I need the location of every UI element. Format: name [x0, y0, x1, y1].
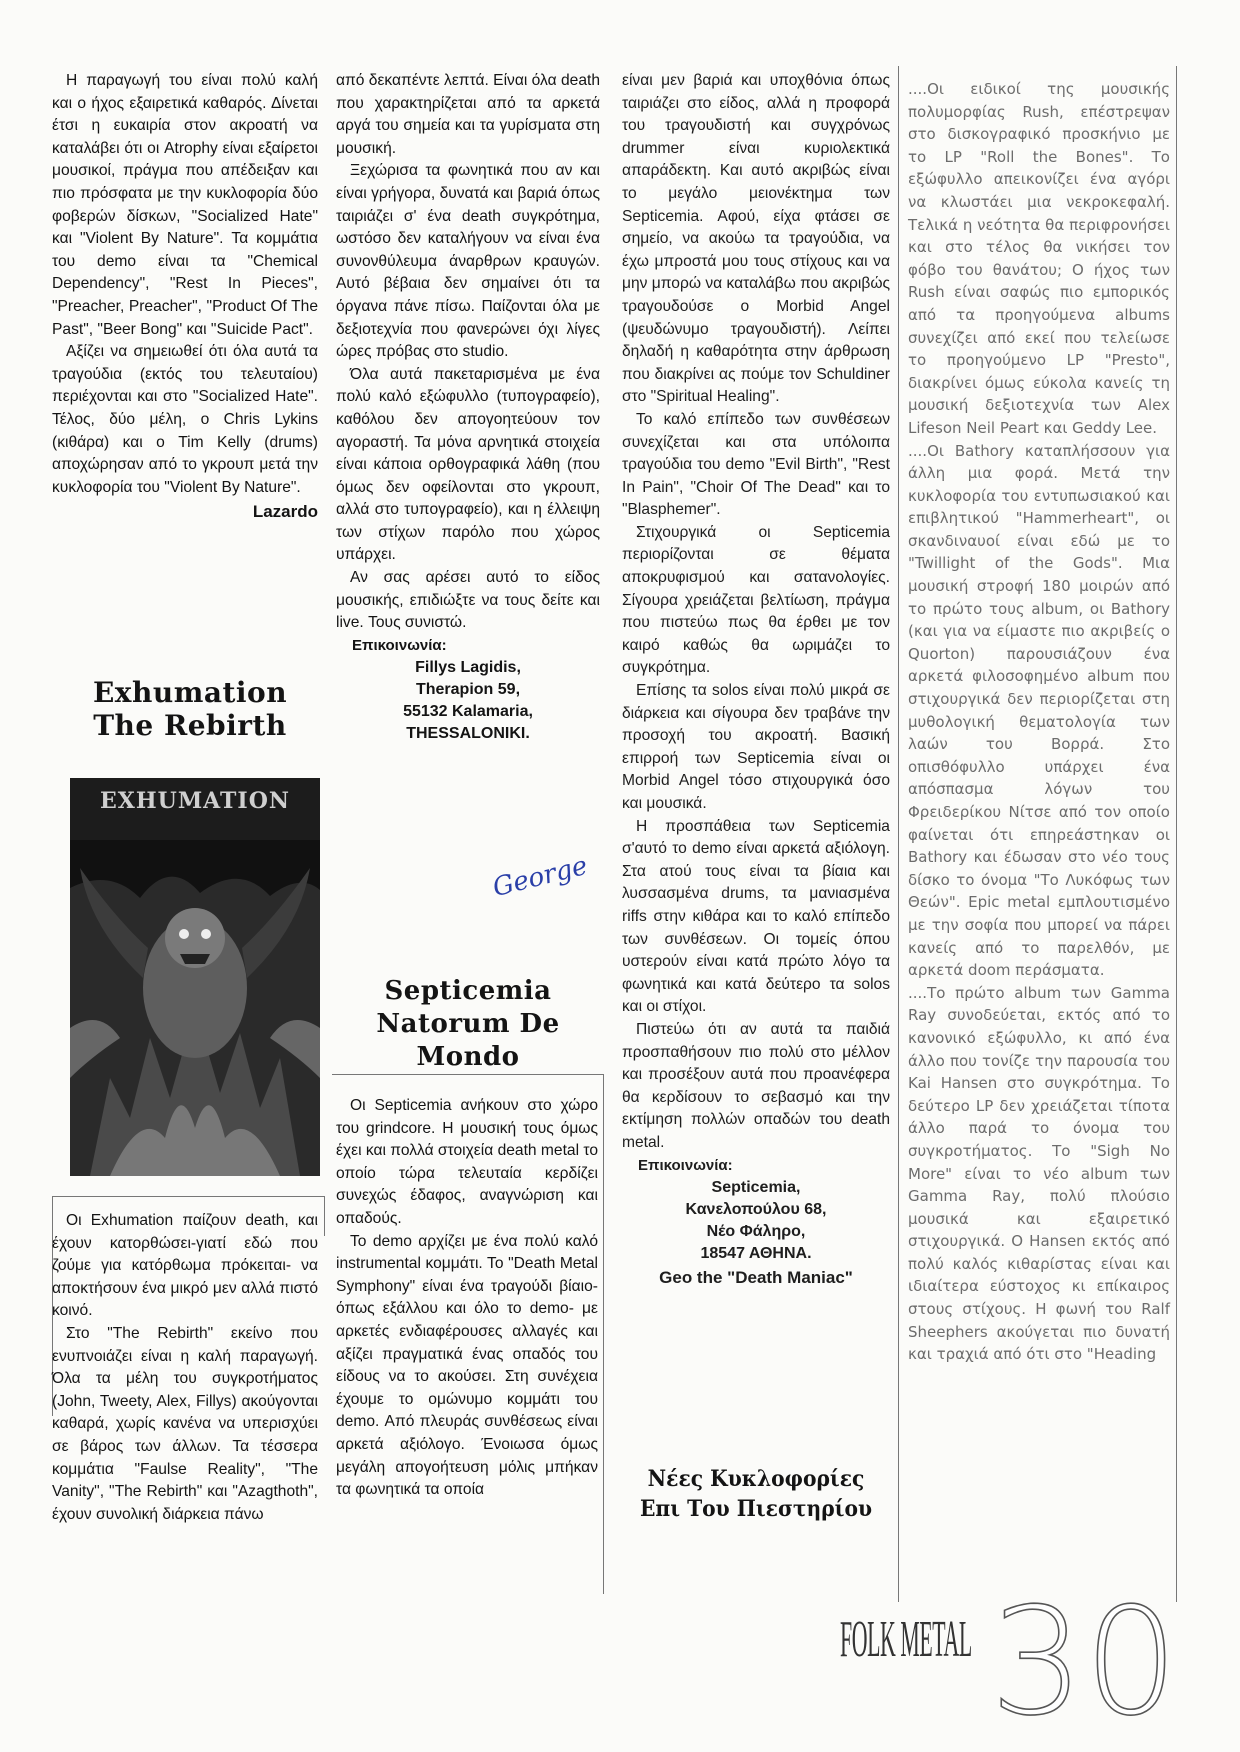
review-signature: Geo the "Death Maniac" — [659, 1268, 853, 1288]
septicemia-review-paragraph: Η προσπάθεια των Septicemia σ'αυτό το demo είναι αρκετά αξιόλογη. Στα ατού τους είναι τα βίαια και λυσσασμένα drums, τα μανιασμένα riffs στην κιθάρα και το καλό επίπεδο των συνθέσεων. Οι τομείς όπου υστερούν είναι κατά πρώτο λόγο τα φωνητικά και κατά δεύτερο τα solos και οι στίχοι. — [622, 817, 890, 1016]
cover-art — [70, 778, 320, 1176]
contact-label: Επικοινωνία: — [352, 636, 447, 654]
contact-line: 55132 Kalamaria, — [403, 703, 533, 721]
contact-line: Therapion 59, — [415, 681, 521, 699]
septicemia-review-paragraph: Πιστεύω ότι αν αυτά τα παιδιά προσπαθήσουν πιο πολύ στο μέλλον και προσέξουν αυτά που προανέφερα θα κερδίσουν το σεβασμό και την εκτίμηση πολλών οπαδών του death metal. — [622, 1020, 890, 1151]
page-number: 30 — [990, 1576, 1179, 1748]
septicemia-review-continued: είναι μεν βαριά και υποχθόνια όπως ταιριάζει στο είδος, αλλά η προφορά του τραγουδιστή και συγχρόνως drummer είναι κυριολεκτικά απαράδεκτη. Και αυτό ακριβώς είναι το μεγάλο μειονέκτημα των Septicemia. Αφού, είχα φτάσει σε σημείο, να ακούω τα τραγούδια, να έχω μπροστά μου τους στίχους και να μην μπορώ να καταλάβω που ακριβώς τραγουδούσε ο Morbid Angel (ψευδώνυμο τραγουδιστή). Λείπει δηλαδή η καθαρότητα στην άρθρωση που διακρίνει ας πούμε τον Schuldiner στο "Spiritual Healing". — [622, 72, 891, 406]
magazine-name: FOLK METAL — [840, 1611, 972, 1668]
exhumation-review-paragraph: Στο "The Rebirth" εκείνο που ενυπνοιάζει είναι η καλή παραγωγή. Όλα τα μέλη του συγκροτήματος (John, Tweety, Alex, Fillys) ακούγονται καθαρά, χωρίς κανένα να υπερισχύει σε βάρος των άλλων. Τα τέσσερα κομμάτια "Faulse Reality", "The Vanity", "The Rebirth" και "Azagthoth", έχουν συνολική διάρκεια πάνω — [52, 1324, 318, 1523]
review-title-band: Exhumation — [92, 676, 288, 709]
review-signature: Lazardo — [252, 502, 318, 522]
contact-line: Κανελοπούλου 68, — [685, 1201, 827, 1219]
handwritten-signature: George — [489, 850, 591, 904]
atrophy-review-paragraph: Αξίζει να σημειωθεί ότι όλα αυτά τα τραγούδια (εκτός του τελευταίου) περιέχονται και στο "Socialized Hate". Τέλος, δύο μέλη, ο Chris Lykins (κιθάρα) και ο Tim Kelly (drums) αποχώρησαν από το γκρουπ μετά την κυκλοφορία του "Violent By Nature". — [52, 343, 318, 496]
exhumation-title — [60, 676, 320, 742]
news-item-rush: ....Οι ειδικοί της μουσικής πολυμορφίας Rush, επέστρεψαν στο δισκογραφικό προσκήνιο με το LP "Roll the Bones". Το εξώφυλλο απεικονίζει ένα αγόρι να κλωστάει μια νεκροκεφαλή. Τελικά η νεότητα θα περιφρονήσει και στο τέλος θα νικήσει τον φόβο του θανάτου; Ο ήχος των Rush είναι σαφώς πιο εμπορικός από τα προηγούμενα albums συνεχίζει από εκεί που τελείωσε το προηγούμενο LP "Presto", διακρίνει όμως εύκολα κανείς τη μουσική δεξιοτεχνία των Alex Lifeson Neil Peart και Geddy Lee. — [908, 80, 1170, 437]
exhumation-review-paragraph: Αν σας αρέσει αυτό το είδος μουσικής, επιδιώξτε να τους δείτε και live. Τους συνιστώ. — [336, 569, 600, 632]
septicemia-review-paragraph: Το demo αρχίζει με ένα πολύ καλό instrumental κομμάτι. Το "Death Metal Symphony" είναι ένα τραγούδι βίαιο- όπως εξάλλου και όλο το demo- με αρκετές ενδιαφέρουσες αλλαγές και αξίζει πραγματικά ένας οπαδός του είδους να το ακούσει. Στη συνέχεια έχουμε το ομώνυμο κομμάτι του demo. Από πλευράς συνθέσεως είναι αρκετά αξιόλογο. Ένοιωσα όμως μεγάλη απογοήτευση μόλις μπήκαν τα φωνητικά τα οποία — [336, 1232, 598, 1499]
atrophy-review-paragraph: Η παραγωγή του είναι πολύ καλή και ο ήχος εξαιρετικά καθαρός. Δίνεται έτσι η ευκαιρία στον ακροατή να καταλάβει ότι οι Atrophy είναι εξαίρετοι μουσικοί, πράγμα που απέδειξαν και πιο πρόσφατα με την κυκλοφορία δύο φοβερών δίσκων, "Socialized Hate" και "Violent By Nature". Τα κομμάτια του demo είναι τα "Chemical Dependency", "Rest In Pieces", "Preacher, Preacher", "Product Of The Past", "Beer Bong" και "Suicide Pact". — [52, 72, 318, 338]
heading-line: Νέες Κυκλοφορίες — [647, 1466, 865, 1492]
exhumation-review-continued: από δεκαπέντε λεπτά. Είναι όλα death που χαρακτηρίζεται από τα αρκετά αργά του σημεία και τα γυρίσματα στη μουσική. — [336, 72, 600, 157]
column-1 — [52, 70, 318, 524]
heading-line: Επι Του Πιεστηρίου — [639, 1496, 873, 1522]
contact-address — [336, 657, 600, 745]
column-4-news — [908, 78, 1170, 1366]
septicemia-review-paragraph: Το καλό επίπεδο των συνθέσεων συνεχίζεται και στα υπόλοιπα τραγούδια του demo "Evil Birth", "Rest In Pain", "Choir Of The Dead" και το "Blasphemer". — [622, 410, 890, 519]
contact-line: Septicemia, — [711, 1179, 801, 1197]
exhumation-review — [52, 1210, 318, 1526]
septicemia-review — [336, 1095, 598, 1502]
review-title-release: The Rebirth — [93, 709, 287, 742]
septicemia-title — [336, 975, 600, 1074]
contact-line: Fillys Lagidis, — [415, 659, 521, 677]
contact-address — [622, 1177, 890, 1265]
review-title-band: Septicemia — [384, 976, 552, 1006]
contact-line: Νέο Φάληρο, — [706, 1223, 806, 1241]
septicemia-review-paragraph: Στιχουργικά οι Septicemia περιορίζονται σε θέματα αποκρυφισμού και σατανολογίες. Σίγουρα χρειάζεται βελτίωση, πράγμα που πιστεύω πως θα έρθει με τον καιρό καθώς θα ωριμάζει το συγκρότημα. — [622, 523, 890, 677]
exhumation-review-paragraph: Οι Exhumation παίζουν death, και έχουν κατορθώσει-γιατί εδώ που ζούμε για κατόρθωμα πρόκειται- να αποκτήσουν ένα μικρό μεν αλλά πιστό κοινό. — [52, 1212, 318, 1320]
column-3 — [622, 70, 890, 1290]
exhumation-review-paragraph: Ξεχώρισα τα φωνητικά που αν και είναι γρήγορα, δυνατά και βαριά όπως ταιριάζει σ' ένα death συγκρότημα, ωστόσο δεν καταλήγουν να είναι ένα συνονθύλευμα άναρθρων κραυγών. Αυτό βέβαια δεν σημαίνει ότι τα όργανα πάνε πίσω. Παίζονται όλα με δεξιοτεχνία που φανερώνει όχι λίγες ώρες πρόβας στο studio. — [336, 162, 600, 361]
exhumation-cover-image — [70, 778, 320, 1176]
new-releases-heading — [633, 1464, 880, 1524]
news-item-bathory: ....Οι Bathory καταπλήσσουν για άλλη μια φορά. Μετά την κυκλοφορία του εντυπωσιακού και επιβλητικού "Hammerheart", οι σκανδιναυοί είναι εδώ με το "Twillight of the Gods". Μια μουσική στροφή 180 μοιρών από το πρώτο τους album, οι Bathory (και για να είμαστε πιο ακριβείς ο Quorton) παρουσιάζουν ένα αρκετά φιλοσοφημένο album που στιχουργικά δεν περιορίζεται στη μυθολογική θεματολογία των λαών του Βορρά. Στο οπισθόφυλλο υπάρχει ένα απόσπασμα λόγων του Φρειδερίκου Νίτσε από τον οποίο φαίνεται ότι επηρεάστηκαν οι Bathory και έδωσαν στο νέο τους δίσκο το όνομα "Το Λυκόφως των Θεών". Epic metal εμπλουτισμένο με την σοφία που μπορεί να πάρει κανείς από το παρελθόν, με αρκετά doom περάσματα. — [908, 441, 1170, 980]
septicemia-review-paragraph: Επίσης τα solos είναι πολύ μικρά σε διάρκεια και σίγουρα δεν τραβάνε την προσοχή του ακροατή. Βασική επιρροή των Septicemia είναι οι Morbid Angel τόσο στιχουργικά όσο και μουσικά. — [622, 682, 890, 812]
septicemia-review-paragraph: Οι Septicemia ανήκουν στο χώρο του grindcore. Η μουσική τους όμως έχει και πολλά στοιχεία death metal το οποίο τώρα τελευταία κερδίζει συνεχώς έδαφος, αναγνώριση και οπαδούς. — [336, 1097, 599, 1227]
review-title-release: Natorum De Mondo — [376, 1009, 560, 1072]
contact-line: 18547 ΑΘΗΝΑ. — [700, 1245, 812, 1263]
column-2 — [336, 70, 600, 745]
contact-label: Επικοινωνία: — [638, 1156, 733, 1174]
exhumation-review-paragraph: Όλα αυτά πακεταρισμένα με ένα πολύ καλό εξώφυλλο (τυπογραφείο), καθόλου δεν απογοητεύουν τον αγοραστή. Τα μόνα αρνητικά στοιχεία είναι κάποια ορθογραφικά λάθη (που όμως δεν οφείλονται στο γκρουπ, αλλά στο τυπογραφείο), και η έλλειψη των στίχων παρόλο που χώρος υπάρχει. — [336, 365, 600, 564]
cover-logo: EXHUMATION — [100, 788, 290, 814]
news-item-gamma-ray: ....Το πρώτο album των Gamma Ray συνοδεύεται, εκτός από το κανονικό εξώφυλλο, κι από ένα άλλο που τονίζε την παρουσία του Kai Hansen στο συγκρότημα. Το δεύτερο LP δεν χρειάζεται τίποτα άλλο παρά το όνομα του συγκροτήματος. Το "Sigh No More" είναι το νέο album των Gamma Ray, πολύ πλούσιο μουσικά και εξαιρετικό στιχουργικά. Ο Hansen εκτός από πολύ καλός κιθαρίστας είναι και ιδιαίτερα εύστοχος κι επίκαιρος στους στίχους. Η φωνή του Ralf Sheephers ακούγεται πιο δυνατή και τραχιά από ότι στο "Heading — [908, 983, 1170, 1364]
contact-line: THESSALONIKI. — [406, 725, 530, 743]
